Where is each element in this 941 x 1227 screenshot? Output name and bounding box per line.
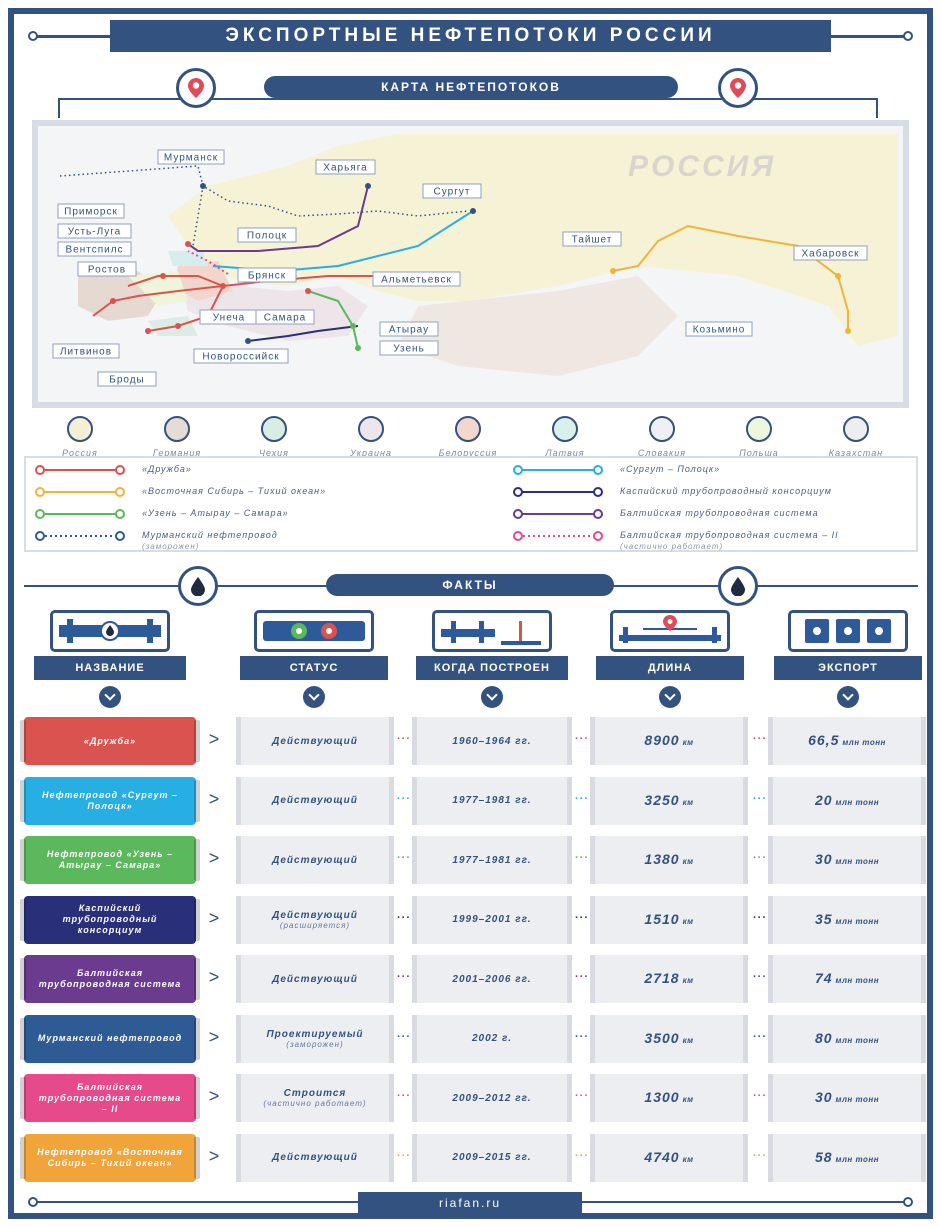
country-swatch [164,416,190,442]
page-title: ЭКСПОРТНЫЕ НЕФТЕПОТОКИ РОССИИ [110,20,831,52]
pipeline-line-swatch [34,508,126,520]
chevron-right-icon: > [208,1145,220,1166]
column-header-status: СТАТУС [240,656,388,680]
country-name: Словакия [637,448,687,458]
country-swatch [67,416,93,442]
svg-text:Харьяга: Харьяга [323,162,368,174]
export-unit: млн тонн [835,976,880,985]
export-unit: млн тонн [835,916,880,926]
city-label [58,204,124,218]
export-unit: млн тонн [835,857,880,866]
row-connector-dots: ··· [575,733,589,745]
export-unit: млн тонн [835,797,880,807]
chevron-right-icon: > [208,729,220,749]
oil-drop-icon-right [718,566,758,606]
svg-text:Атырау: Атырау [388,324,430,336]
pipeline-line-swatch [34,464,126,476]
built-years: 2009–2012 гг. [452,1092,532,1104]
status-cell [236,777,394,825]
pipeline-legend-note: (частично работает) [620,542,724,551]
export-value: 80 [814,1029,833,1046]
svg-text:Усть-Луга: Усть-Луга [67,226,122,238]
built-cell [412,955,572,1003]
city-label [563,232,621,246]
pipeline-legend-label: «Восточная Сибирь – Тихий океан» [142,486,327,496]
pipeline-name: «Дружба» [24,717,196,765]
chevron-right-icon: > [208,788,220,809]
built-cell [412,717,572,765]
row-connector-dots: ··· [753,911,767,924]
facts-section-title: ФАКТЫ [326,574,614,596]
pipeline-legend-item [512,486,941,508]
country-name: Латвия [545,448,585,458]
row-connector-dots: ··· [753,1090,767,1102]
svg-text:Броды: Броды [109,374,145,386]
length-cell [590,1015,748,1063]
svg-text:Узень: Узень [393,343,425,355]
row-connector-dots: ··· [397,1030,411,1043]
pipeline-legend-label: Балтийская трубопроводная система [620,508,819,518]
row-connector-dots: ··· [575,971,589,983]
country-legend-item [428,416,508,458]
city-label [58,242,131,256]
country-name: Чехия [259,448,289,458]
export-cell [768,717,926,765]
country-swatch [843,416,869,442]
export-unit: млн тонн [835,1035,880,1045]
status-note: (заморожен) [286,1039,344,1049]
export-value: 74 [814,970,833,986]
export-cell [768,1015,926,1063]
city-label [316,160,375,174]
row-connector-dots: ··· [575,1149,589,1162]
length-cell [590,896,748,944]
svg-text:Брянск: Брянск [247,270,287,282]
svg-text:Мурманск: Мурманск [163,152,219,164]
export-value: 20 [814,791,833,808]
pipeline-line-swatch [512,464,604,476]
city-label [794,246,867,260]
country-name: Германия [152,448,202,458]
pipeline-legend-item [512,508,941,530]
svg-text:Полоцк: Полоцк [246,230,288,242]
export-value: 30 [814,1089,833,1105]
status-text: Действующий [272,909,358,921]
status-text: Действующий [272,973,358,985]
country-legend-item [622,416,702,458]
svg-text:Самара: Самара [263,312,307,324]
chevron-right-icon: > [208,907,220,928]
footer-dot-left [28,1197,38,1207]
status-cell [236,896,394,944]
built-cell [412,1074,572,1122]
status-text: Действующий [272,795,358,806]
city-label [423,184,481,198]
export-unit: млн тонн [835,1154,880,1164]
status-text: Строится [283,1088,347,1099]
length-cell [590,836,748,884]
row-connector-dots: ··· [575,792,589,805]
export-value: 58 [814,1148,833,1165]
row-connector-dots: ··· [575,1030,589,1043]
map-section-title: КАРТА НЕФТЕПОТОКОВ [264,76,678,98]
row-connector-dots: ··· [397,852,411,864]
row-connector-dots: ··· [753,971,767,983]
length-cell [590,777,748,825]
pipeline-legend-note: (заморожен) [142,542,200,551]
length-icon [610,610,730,652]
pipeline-legend-item [512,530,941,552]
export-cell [768,1074,926,1122]
pipeline-name: Нефтепровод «Сургут – Полоцк» [24,777,196,825]
length-value: 3250 [644,791,680,808]
status-cell [236,836,394,884]
city-label [200,310,258,324]
map-header-line-left [58,98,60,118]
banner-dot-right [903,31,913,41]
country-legend-item [719,416,799,458]
length-unit: км [682,738,694,747]
status-text: Действующий [272,1152,358,1163]
pipeline-name: Нефтепровод «Восточная Сибирь – Тихий океан» [24,1134,196,1182]
built-cell [412,1015,572,1063]
status-cell [236,1074,394,1122]
svg-text:Тайшет: Тайшет [571,234,613,246]
banner-dot-left [28,31,38,41]
map-header-line-right [876,98,878,118]
length-value: 4740 [644,1148,680,1165]
map-country-label: РОССИЯ [628,150,777,183]
length-unit: км [682,1035,694,1045]
chevron-down-icon [837,686,859,708]
country-name: Белоруссия [438,448,498,458]
status-cell [236,1134,394,1182]
row-connector-dots: ··· [397,1149,411,1162]
pipeline-legend-item [34,508,474,530]
length-unit: км [682,976,694,985]
pipeline-legend-label: «Узень – Атырау – Самара» [142,508,289,518]
pipeline-name: Балтийская трубопроводная система – II [24,1074,196,1122]
length-unit: км [682,1154,694,1164]
city-label [158,150,224,164]
svg-text:Козьмино: Козьмино [692,324,746,336]
length-value: 3500 [644,1029,680,1046]
length-value: 8900 [644,732,680,748]
pipeline-legend-item [34,530,474,552]
pipeline-line-swatch [34,486,126,498]
status-cell [236,1015,394,1063]
pipeline-line-swatch [34,530,126,542]
export-cell [768,955,926,1003]
city-label [238,228,296,242]
export-value: 35 [814,910,833,927]
status-text: Действующий [272,854,358,866]
pipe-icon [50,610,170,652]
svg-text:Вентспилс: Вентспилс [65,244,124,256]
row-connector-dots: ··· [397,971,411,983]
city-label [238,268,296,282]
status-note: (расширяется) [279,920,351,930]
pipeline-legend-item [512,464,941,486]
pipeline-map [32,120,909,408]
svg-text:Унеча: Унеча [212,312,246,324]
city-label [78,262,136,276]
pipeline-name: Нефтепровод «Узень – Атырау – Самара» [24,836,196,884]
built-years: 1999–2001 гг. [452,914,532,925]
country-legend-item [234,416,314,458]
svg-text:Альметьевск: Альметьевск [381,274,452,286]
chevron-right-icon: > [208,848,220,868]
built-years: 2009–2015 гг. [452,1152,532,1163]
oil-drop-icon-left [178,566,218,606]
country-swatch [261,416,287,442]
country-swatch [455,416,481,442]
chevron-right-icon: > [208,967,220,987]
pipeline-legend-item [34,464,474,486]
column-header-export: ЭКСПОРТ [774,656,922,680]
row-connector-dots: ··· [575,911,589,924]
length-unit: км [682,857,694,866]
export-unit: млн тонн [835,1095,880,1104]
city-label [194,349,288,363]
pipeline-name: Балтийская трубопроводная система [24,955,196,1003]
row-connector-dots: ··· [397,733,411,745]
row-connector-dots: ··· [575,852,589,864]
length-cell [590,717,748,765]
column-header-built: КОГДА ПОСТРОЕН [416,656,568,680]
pipeline-legend-label: Мурманский нефтепровод [142,530,278,540]
length-cell [590,955,748,1003]
country-swatch [358,416,384,442]
row-connector-dots: ··· [753,733,767,745]
construction-icon [432,610,552,652]
built-years: 2002 г. [471,1033,512,1044]
status-cell [236,717,394,765]
barrels-icon [788,610,908,652]
built-years: 1977–1981 гг. [452,795,532,806]
city-label [53,344,119,358]
country-name: Казахстан [828,448,884,458]
built-years: 1960–1964 гг. [452,735,532,747]
length-value: 1380 [644,851,680,867]
length-value: 1510 [644,910,680,927]
length-cell [590,1074,748,1122]
built-years: 2001–2006 гг. [452,973,532,985]
pipeline-line-swatch [512,508,604,520]
svg-text:Сургут: Сургут [433,186,471,198]
map-pin-icon-right [718,68,758,108]
country-swatch [649,416,675,442]
city-label [256,310,314,324]
city-label [380,322,438,336]
country-legend-item [137,416,217,458]
svg-text:Литвинов: Литвинов [59,346,113,358]
row-connector-dots: ··· [753,792,767,805]
svg-text:Хабаровск: Хабаровск [801,248,860,260]
footer-dot-right [903,1197,913,1207]
row-connector-dots: ··· [397,911,411,924]
row-connector-dots: ··· [753,1030,767,1043]
svg-text:Новороссийск: Новороссийск [202,351,280,363]
column-header-name: НАЗВАНИЕ [34,656,186,680]
status-note: (частично работает) [263,1099,367,1108]
country-swatch [746,416,772,442]
row-connector-dots: ··· [753,1149,767,1162]
export-cell [768,1134,926,1182]
built-cell [412,836,572,884]
chevron-down-icon [659,686,681,708]
export-cell [768,777,926,825]
pipeline-legend-label: Балтийская трубопроводная система – II [620,530,839,540]
pipeline-legend-item [34,486,474,508]
status-text: Действующий [272,735,358,747]
built-years: 1977–1981 гг. [452,854,532,866]
pipeline-legend-label: «Дружба» [142,464,192,474]
export-cell [768,896,926,944]
export-value: 66,5 [808,732,840,748]
length-unit: км [682,1095,694,1104]
banner-line-left [36,35,112,38]
country-name: Украина [350,448,392,458]
country-swatch [552,416,578,442]
banner-line-right [829,35,905,38]
column-header-length: ДЛИНА [596,656,744,680]
row-connector-dots: ··· [397,1090,411,1102]
city-label [373,272,460,286]
chevron-down-icon [99,686,121,708]
length-unit: км [682,797,694,807]
row-connector-dots: ··· [753,852,767,864]
pipeline-line-swatch [512,486,604,498]
city-label [686,322,752,336]
svg-text:Ростов: Ростов [87,264,127,276]
pipeline-line-swatch [512,530,604,542]
pipeline-legend-label: Каспийский трубопроводный консорциум [620,486,832,496]
country-name: Россия [62,448,98,458]
built-cell [412,1134,572,1182]
chevron-right-icon: > [208,1086,220,1106]
pipeline-legend-label: «Сургут – Полоцк» [620,464,721,474]
status-text: Проектируемый [266,1028,364,1040]
source-link[interactable]: riafan.ru [358,1192,582,1214]
country-name: Польша [739,448,779,458]
svg-text:Приморск: Приморск [64,206,118,218]
built-cell [412,777,572,825]
country-legend-item [525,416,605,458]
export-unit: млн тонн [842,738,886,747]
city-label [58,224,131,238]
length-value: 2718 [644,970,680,986]
city-label [380,341,438,355]
length-value: 1300 [644,1089,680,1105]
map-pin-icon-left [176,68,216,108]
built-cell [412,896,572,944]
length-unit: км [682,916,694,926]
status-valve-icon [254,610,374,652]
country-legend-item [331,416,411,458]
chevron-right-icon: > [208,1026,220,1047]
export-value: 30 [814,851,833,867]
status-cell [236,955,394,1003]
country-legend-item [40,416,120,458]
chevron-down-icon [481,686,503,708]
pipeline-name: Каспийский трубопроводный консорциум [24,896,196,944]
length-cell [590,1134,748,1182]
export-cell [768,836,926,884]
city-label [98,372,156,386]
country-legend-item [816,416,896,458]
row-connector-dots: ··· [575,1090,589,1102]
row-connector-dots: ··· [397,792,411,805]
pipeline-name: Мурманский нефтепровод [24,1015,196,1063]
chevron-down-icon [303,686,325,708]
